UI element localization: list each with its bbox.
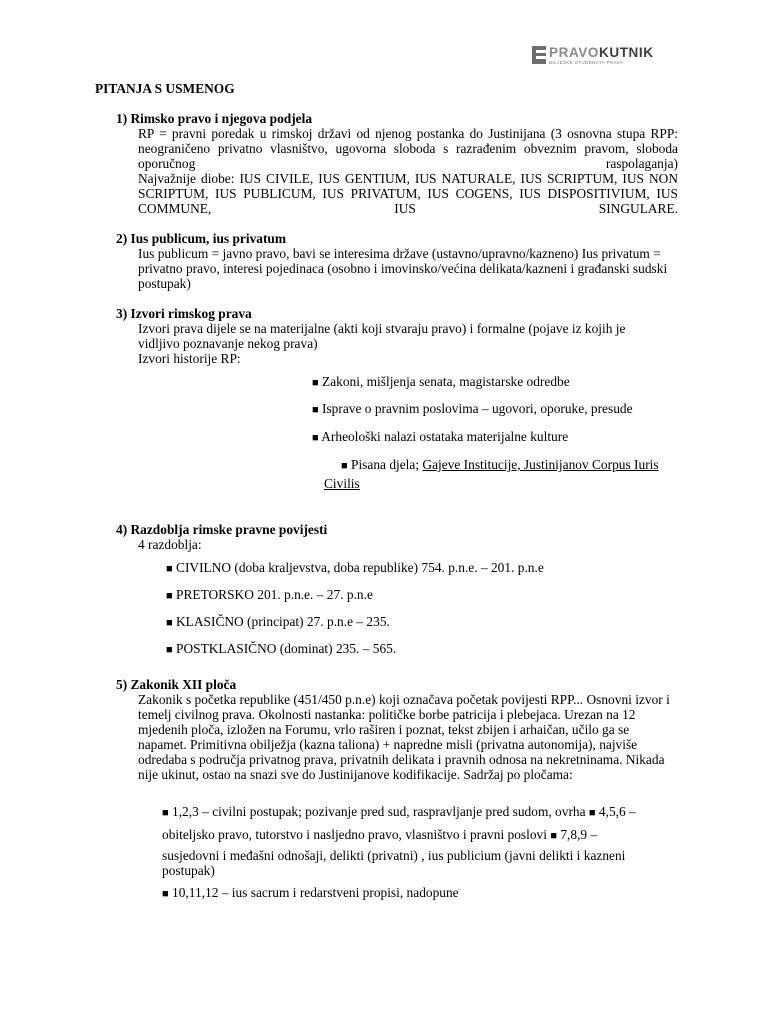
source-reference-link-continued: Civilis [324, 476, 360, 491]
list-item: ■ POSTKLASIČNO (dominat) 235. – 565. [166, 641, 397, 656]
section-3-heading: 3) Izvori rimskog prava [116, 306, 252, 321]
section-3-paragraph-2: Izvori historije RP: [138, 351, 241, 366]
pravokutnik-logo [532, 46, 654, 65]
logo-text: PRAVOKUTNIK [549, 45, 654, 60]
section-3-paragraph-1: Izvori prava dijele se na materijalne (akti koji stvaraju pravo) i formalne (pojave iz kojih je vidljivo poznavanje nekog prava) [138, 321, 626, 351]
document-title: PITANJA S USMENOG [95, 81, 235, 96]
section-4-intro: 4 razdoblja: [138, 537, 202, 552]
source-reference-link: Gajeve Institucije, Justinijanov Corpus Iuris [422, 457, 659, 472]
logo-mark-icon [532, 46, 546, 64]
list-item-continued: obiteljsko pravo, tutorstvo i nasljedno pravo, vlasništvo i pravni poslovi ■ 7,8,9 – [162, 827, 598, 842]
section-1-paragraph-2: Najvažnije diobe: IUS CIVILE, IUS GENTIUM, IUS NATURALE, IUS SCRIPTUM, IUS NON SCRIPTUM, IUS PUBLICUM, IUS PRIVATUM, IUS COGENS, IUS DISPOSITIVIUM, IUS COMMUNE, IUS SINGULARE. [138, 171, 678, 216]
list-item: ■ Isprave o pravnim poslovima – ugovori, oporuke, presude [312, 401, 633, 416]
list-item-continued: postupak) [162, 863, 215, 878]
section-5-paragraph: Zakonik s početka republike (451/450 p.n.e) koji označava početak povijesti RPP... Osnovni izvor i temelj civilnog prava. Okolnosti nastanka: političke borbe patricija i plebejaca. Urezan na 12 mjedenih ploča, izložen na Forumu, vrlo raširen i poznat, tekst zbijen i arhaičan, učilo ga se napamet. Primitivna obilježja (kazna taliona) + napredne misli (privatna autonomija), najviše odredaba s područja privatnog prava, privatnih delikata i pravnih odnosa na nekretninama. Nikada nije ukinut, ostao na snazi sve do Justinijanove kodifikacije. Sadržaj po pločama: [138, 692, 670, 782]
list-item: ■ Pisana djela; Gajeve Institucije, Justinijanov Corpus Iuris [341, 457, 659, 472]
section-5-heading: 5) Zakonik XII ploča [116, 677, 237, 692]
list-item: ■ Arheološki nalazi ostataka materijalne kulture [312, 429, 569, 444]
logo-tagline: BILJEŠKE STUDENATA PRAVA [549, 60, 624, 65]
list-item: ■ 1,2,3 – civilni postupak; pozivanje pred sud, raspravljanje pred sudom, ovrha ■ 4,5,6 – [162, 804, 636, 819]
list-item-continued: susjedovni i međašni odnošaji, delikti (privatni) , ius publicium (javni delikti i kazneni [162, 848, 626, 863]
list-item: ■ PRETORSKO 201. p.n.e. – 27. p.n.e [166, 587, 373, 602]
list-item: ■ Zakoni, mišljenja senata, magistarske odredbe [312, 374, 570, 389]
section-1-paragraph-1: RP = pravni poredak u rimskoj državi od njenog postanka do Justinijana (3 osnovna stupa RPP: neograničeno privatno vlasništvo, ugovorna sloboda s razrađenim obveznim pravom, sloboda oporučnog raspolaganja) [138, 126, 678, 171]
list-item: ■ 10,11,12 – ius sacrum i redarstveni propisi, nadopune [162, 885, 459, 900]
list-item: ■ CIVILNO (doba kraljevstva, doba republike) 754. p.n.e. – 201. p.n.e [166, 560, 544, 575]
section-2-paragraph: Ius publicum = javno pravo, bavi se interesima države (ustavno/upravno/kazneno) Ius privatum = privatno pravo, interesi pojedinaca (osobno i imovinsko/većina delikata/kazneni i građanski sudski postupak) [138, 246, 668, 291]
section-2-heading: 2) Ius publicum, ius privatum [116, 231, 287, 246]
section-1-heading: 1) Rimsko pravo i njegova podjela [116, 111, 313, 126]
list-item: ■ KLASIČNO (principat) 27. p.n.e – 235. [166, 614, 390, 629]
section-4-heading: 4) Razdoblja rimske pravne povijesti [116, 522, 328, 537]
